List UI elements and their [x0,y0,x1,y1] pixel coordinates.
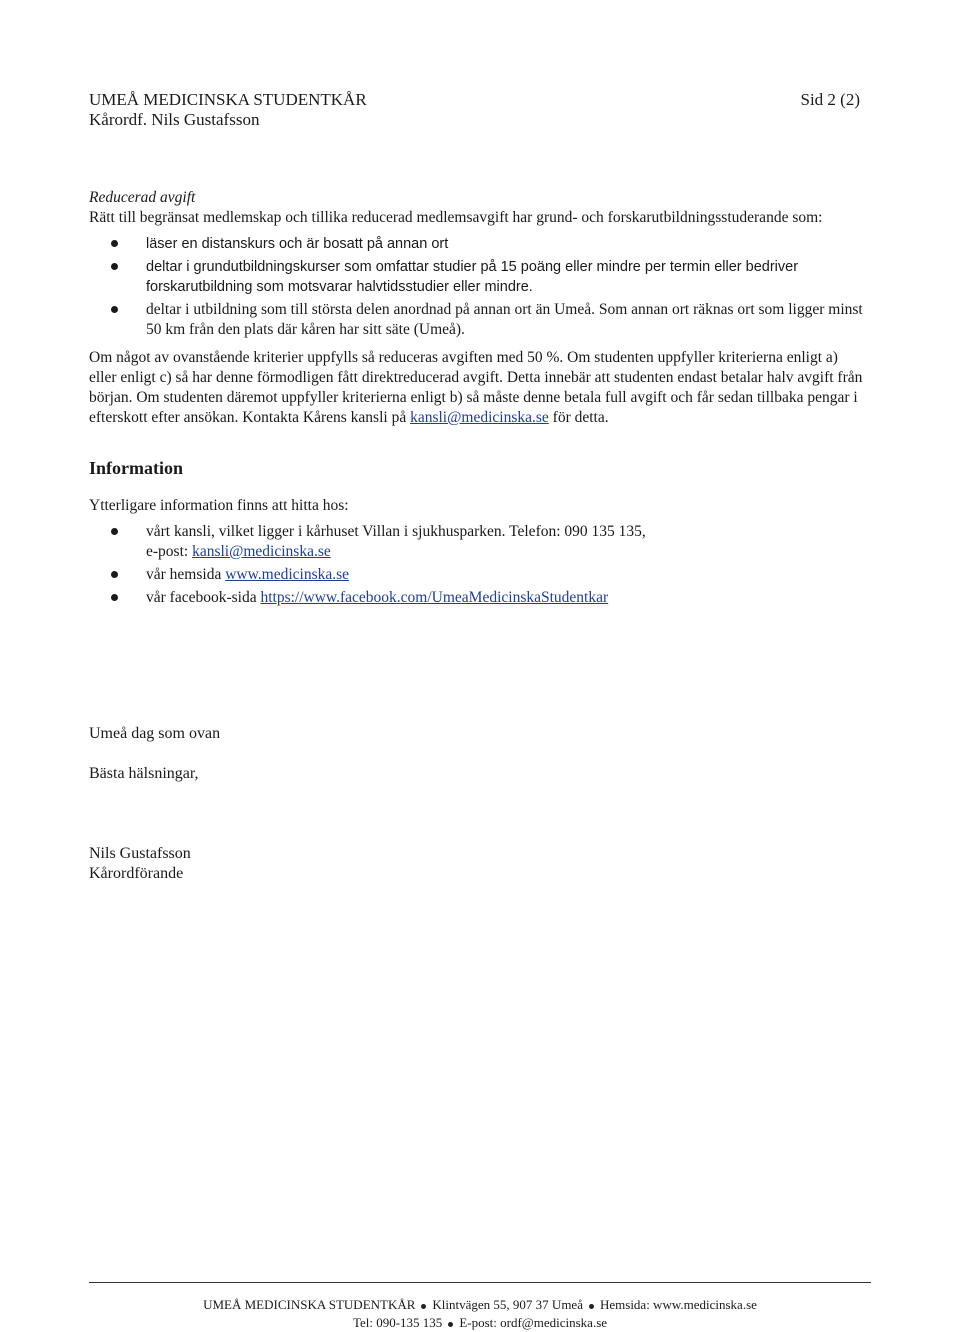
footer-divider [89,1282,871,1283]
list-item [89,234,869,254]
criteria-item-c: deltar i utbildning som till största delen anordnad på annan ort än Umeå. Som annan ort räknas ort som ligger minst 50 km från den plats där kåren har sitt säte (Umeå). [146,301,863,338]
bullet-icon [111,263,118,270]
bullet-icon [111,571,118,578]
list-item [89,588,869,608]
footer [89,1296,871,1332]
bullet-icon [589,1304,594,1309]
list-item [89,300,869,340]
list-item [89,257,869,297]
footer-phone: Tel: 090-135 135 [352,1315,443,1330]
place-date: Umeå dag som ovan [89,725,221,742]
greeting: Bästa hälsningar, [89,765,199,782]
info-website-text: vår hemsida [146,566,226,583]
bullet-icon [111,528,118,535]
section-heading-information: Information [89,458,183,478]
information-list [89,522,869,608]
reduction-text: Om något av ovanstående kriterier uppfylls så reduceras avgiften med 50 %. Om studenten uppfyller kriterierna enligt a) eller enligt c) så har denne förmodligen fått direktreducerad avgift. Detta innebär att studenten endast betalar halv avgift från början. Om studenten däremot uppfyller kriterierna enligt b) så måste denne betala full avgift och får sedan tillbaka pengar i efterskott efter ansökan. Kontakta Kårens kansli på [89,349,863,426]
criteria-list [89,234,869,340]
org-name: UMEÅ MEDICINSKA STUDENTKÅR [89,90,367,109]
footer-website: Hemsida: www.medicinska.se [599,1297,757,1312]
document-body [89,188,869,616]
bullet-icon [111,594,118,601]
reduction-text-end: för detta. [548,409,609,426]
criteria-item-a: läser en distanskurs och är bosatt på annan ort [146,236,449,252]
criteria-item-b: deltar i grundutbildningskurser som omfattar studier på 15 poäng eller mindre per termin eller bedriver forskarutbildning som motsvarar halvtidsstudier eller mindre. [146,259,799,295]
info-office-text: vårt kansli, vilket ligger i kårhuset Villan i sjukhusparken. Telefon: 090 135 135, [146,523,646,540]
info-email-label: e-post: [146,543,193,560]
bullet-icon [111,306,118,313]
footer-email: E-post: ordf@medicinska.se [459,1315,608,1330]
list-item [89,522,869,562]
kansli-email-link[interactable]: kansli@medicinska.se [410,409,549,426]
info-email-link[interactable]: kansli@medicinska.se [192,543,331,560]
section-title-reduced-fee: Reducerad avgift [89,189,196,206]
bullet-icon [111,240,118,247]
bullet-icon [421,1304,426,1309]
letterhead [89,90,367,130]
bullet-icon [448,1322,453,1327]
website-link[interactable]: www.medicinska.se [225,566,350,583]
signatory-role: Kårordförande [89,865,184,882]
closing-block [89,724,220,884]
information-intro: Ytterligare information finns att hitta hos: [89,497,349,514]
author-line: Kårordf. Nils Gustafsson [89,110,260,129]
footer-line-1 [89,1296,871,1314]
facebook-link[interactable]: https://www.facebook.com/UmeaMedicinskaStudentkar [260,589,609,606]
signatory-name: Nils Gustafsson [89,845,191,862]
page-number: Sid 2 (2) [800,90,860,109]
reduction-paragraph [89,348,869,428]
footer-line-2 [89,1314,871,1332]
footer-org: UMEÅ MEDICINSKA STUDENTKÅR [203,1297,416,1312]
reduced-fee-intro: Rätt till begränsat medlemskap och tillika reducerad medlemsavgift har grund- och forskarutbildningsstuderande som: [89,209,823,226]
list-item [89,565,869,585]
info-facebook-text: vår facebook-sida [146,589,261,606]
footer-address: Klintvägen 55, 907 37 Umeå [432,1297,583,1312]
